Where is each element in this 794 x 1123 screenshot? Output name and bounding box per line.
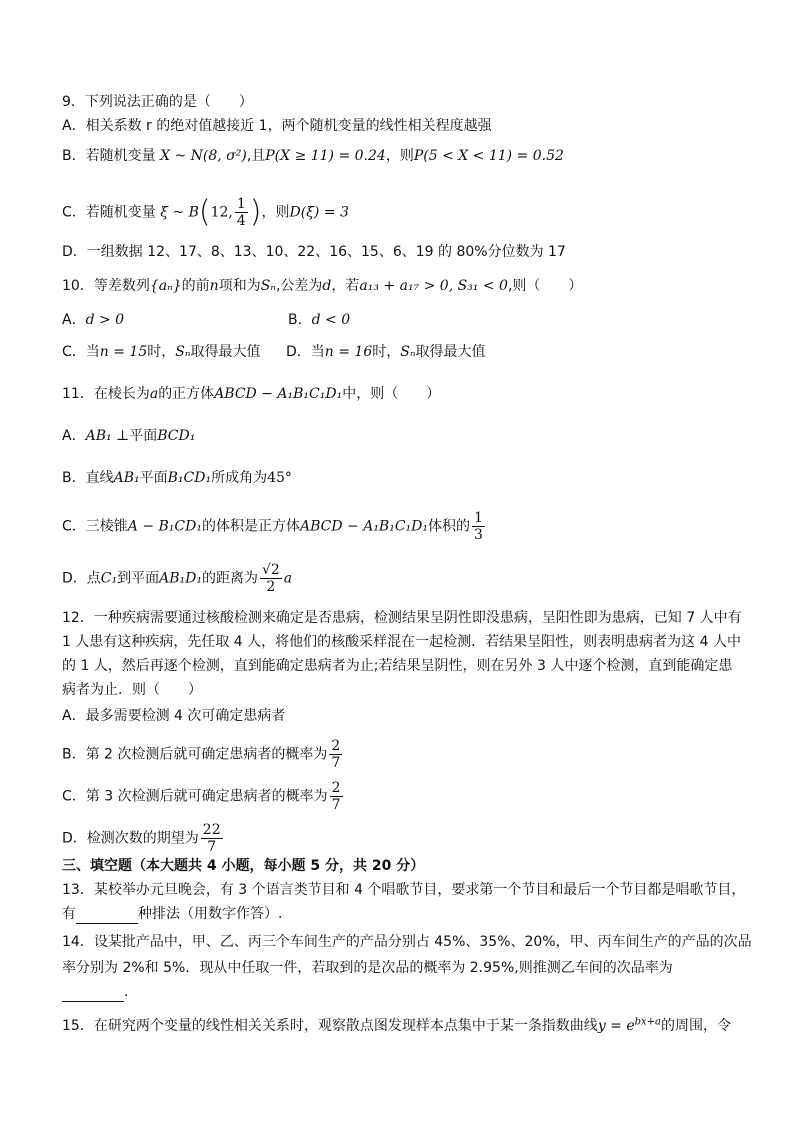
q11-stem-prefix: 11．在棱长为 — [62, 386, 150, 402]
q10-option-c-mid: 时， — [147, 344, 176, 360]
q12-option-c — [62, 780, 754, 813]
q14-answer-blank[interactable] — [62, 987, 124, 1002]
q9-option-a — [62, 116, 754, 136]
q12-option-c-fraction — [330, 780, 343, 813]
q10-options-ab — [62, 310, 754, 330]
q10-n: n — [209, 278, 219, 294]
q9-stem-text: 9．下列说法正确的是（ ） — [62, 94, 253, 110]
q12-option-b — [62, 738, 754, 771]
q9-option-c-paren-right: ) — [249, 194, 262, 230]
q12-line-2-text: 1 人患有这种疾病，先任取 4 人，将他们的核酸采样混在一起检测．若结果呈阳性，则表明患病者为这 4 人中 — [62, 634, 741, 650]
q10-option-d-label: D．当 — [286, 344, 325, 360]
q12-line-2 — [62, 632, 754, 652]
q15-curve: y = e — [597, 1018, 635, 1034]
q11-option-b-angle: 45° — [267, 470, 292, 486]
q14-line-2 — [62, 958, 754, 978]
section-3-heading — [62, 856, 754, 876]
q11-option-d-label: D．点 — [62, 570, 101, 587]
q9-option-c-n: 12, — [210, 204, 233, 221]
q11-option-a-math: AB₁ ⊥ — [85, 428, 130, 444]
q11-option-b — [62, 468, 754, 488]
q12-option-b-num: 2 — [331, 738, 341, 754]
q11-option-d-fraction — [260, 562, 282, 595]
q10-stem-mid: 的前 — [181, 278, 210, 294]
q10-stem-prefix: 10．等差数列 — [62, 278, 150, 294]
q9-option-d-text: D．一组数据 12、17、8、13、10、22、16、15、6、19 的 80%分位数为 17 — [62, 244, 566, 260]
q11-option-c-frac-den: 3 — [474, 527, 483, 543]
q10-options-cd — [62, 342, 754, 362]
q10-option-d-mid: 时， — [372, 344, 401, 360]
q11-option-d-frac-den: 2 — [266, 579, 276, 595]
q10-option-a — [62, 312, 124, 328]
q11-option-d — [62, 562, 754, 595]
q9-option-c-dist: ξ ~ B — [160, 204, 199, 221]
q10-stem-mid4: ，若 — [331, 278, 360, 294]
q10-option-c — [62, 344, 261, 360]
q11-option-d-mid: 到平面 — [117, 570, 160, 587]
q11-stem — [62, 384, 754, 404]
q11-stem-mid: 的正方体 — [158, 386, 215, 402]
q11-edge-a: a — [149, 386, 159, 402]
q15-line-1-prefix: 15．在研究两个变量的线性相关关系时，观察散点图发现样本点集中于某一条指数曲线 — [62, 1018, 598, 1034]
q11-stem-suffix: 中，则（ ） — [342, 386, 441, 402]
q11-option-c-fraction — [472, 510, 485, 543]
q15-line-1 — [62, 1016, 754, 1036]
q10-sequence: {aₙ} — [149, 278, 182, 294]
q9-option-b-dist: X ~ N(8, σ²) — [160, 148, 247, 164]
q10-option-c-label: C．当 — [62, 344, 100, 360]
q11-option-b-line: AB₁ — [113, 470, 140, 486]
q10-stem-suffix: ,则（ ） — [507, 278, 583, 294]
q11-option-b-suffix: 所成角为 — [211, 470, 268, 486]
q9-option-c-fraction — [235, 196, 248, 229]
q9-option-b-mid: ,且 — [246, 148, 266, 164]
q12-option-d-text: D．检测次数的期望为 — [62, 830, 199, 847]
q12-option-d-den: 7 — [207, 839, 217, 855]
q11-option-c-cube: ABCD − A₁B₁C₁D₁ — [299, 518, 428, 535]
q11-option-d-suffix: 的距离为 — [201, 570, 258, 587]
q12-option-b-fraction — [329, 738, 342, 771]
q12-line-4-text: 病者为止．则（ ） — [62, 682, 202, 698]
q12-option-c-text: C．第 3 次检测后就可确定患病者的概率为 — [62, 788, 328, 805]
q12-option-a — [62, 706, 754, 726]
q11-option-d-a: a — [283, 570, 293, 587]
q11-option-a-label: A． — [62, 428, 86, 444]
q9-option-b-claim: P(5 < X < 11) = 0.52 — [413, 148, 564, 164]
q11-option-c — [62, 510, 754, 543]
q11-option-b-mid: 平面 — [139, 470, 168, 486]
q11-option-c-label: C．三棱锥 — [62, 518, 128, 535]
q11-option-a — [62, 426, 754, 446]
q9-option-c-label: C．若随机变量 — [62, 204, 156, 221]
q10-option-d-sum: Sₙ — [400, 344, 416, 360]
q12-option-a-text: A．最多需要检测 4 次可确定患病者 — [62, 708, 286, 724]
q11-option-d-point: C₁ — [100, 570, 118, 587]
q12-option-d-num: 22 — [202, 822, 221, 838]
q13-line-2 — [62, 904, 754, 924]
q13-line-2-prefix: 有 — [62, 906, 76, 922]
q10-stem-mid2: 项和为 — [218, 278, 261, 294]
q10-option-b — [288, 310, 350, 330]
q11-option-c-suffix: 体积的 — [428, 518, 470, 535]
q14-line-3-suffix: . — [124, 984, 129, 1000]
q13-line-1-text: 13．某校举办元旦晚会，有 3 个语言类节目和 4 个唱歌节目，要求第一个节目和最后一个节目都是唱歌节目， — [62, 882, 746, 898]
q11-option-d-plane: AB₁D₁ — [159, 570, 202, 587]
q10-option-b-label: B． — [288, 312, 312, 328]
q14-line-3 — [62, 982, 754, 1002]
q11-option-b-plane: B₁CD₁ — [167, 470, 212, 486]
q9-option-c-variance: D(ξ) = 3 — [289, 204, 349, 221]
section-3-heading-text: 三、填空题（本大题共 4 小题，每小题 5 分，共 20 分） — [62, 858, 425, 874]
q10-option-c-suffix: 取得最大值 — [190, 344, 261, 360]
q10-option-a-math: d > 0 — [85, 312, 125, 328]
q11-option-a-text: 平面 — [129, 428, 158, 444]
q9-option-a-text: A．相关系数 r 的绝对值越接近 1，两个随机变量的线性相关程度越强 — [62, 118, 492, 134]
q11-option-c-pyramid: A − B₁CD₁ — [127, 518, 202, 535]
q9-option-c-frac-den: 4 — [236, 213, 246, 229]
q10-sum: Sₙ — [260, 278, 276, 294]
q11-cube: ABCD − A₁B₁C₁D₁ — [214, 386, 343, 402]
q15-curve-exponent: bx+a — [634, 1016, 662, 1028]
q11-option-c-mid: 的体积是正方体 — [201, 518, 300, 535]
q9-option-c — [62, 196, 754, 229]
q10-option-d-math: n = 16 — [324, 344, 373, 360]
q14-line-1-text: 14．设某批产品中，甲、乙、丙三个车间生产的产品分别占 45%、35%、20%，甲、丙车间生产的产品的次品 — [62, 934, 752, 950]
q13-line-2-suffix: 种排法（用数字作答）. — [138, 906, 283, 922]
q15-line-1-suffix: 的周围，令 — [661, 1018, 732, 1034]
q12-line-3 — [62, 656, 754, 676]
q10-stem-mid3: ,公差为 — [275, 278, 323, 294]
q12-option-d-fraction — [201, 822, 223, 855]
q11-option-b-label: B．直线 — [62, 470, 114, 486]
q9-stem — [62, 92, 754, 112]
q11-option-d-frac-num: √2 — [261, 562, 280, 578]
q12-line-1 — [62, 608, 754, 628]
q10-condition: a₁₃ + a₁₇ > 0, S₃₁ < 0 — [359, 278, 508, 294]
q9-option-b-label: B．若随机变量 — [62, 148, 156, 164]
q10-option-a-label: A． — [62, 312, 86, 328]
q12-line-3-text: 的 1 人，然后再逐个检测，直到能确定患病者为止;若结果呈阴性，则在另外 3 人中逐个检测，直到能确定患 — [62, 658, 733, 674]
q14-line-1 — [62, 932, 754, 952]
q11-option-a-plane: BCD₁ — [157, 428, 196, 444]
q14-line-2-text: 率分别为 2%和 5%．现从中任取一件，若取到的是次品的概率为 2.95%,则推测乙车间的次品率为 — [62, 960, 673, 976]
q9-option-c-mid: ，则 — [261, 204, 290, 221]
q10-option-b-math: d < 0 — [311, 312, 351, 328]
q12-option-d — [62, 822, 754, 855]
q13-answer-blank[interactable] — [76, 909, 138, 924]
q9-option-b-given: P(X ≥ 11) = 0.24 — [265, 148, 386, 164]
q10-option-d — [286, 342, 486, 362]
q9-option-b-mid2: ，则 — [385, 148, 414, 164]
q10-stem — [62, 276, 754, 296]
q10-d: d — [322, 278, 332, 294]
q11-option-c-frac-num: 1 — [474, 510, 483, 526]
q12-line-4 — [62, 680, 754, 700]
q12-option-c-den: 7 — [331, 797, 341, 813]
q9-option-c-paren-left: ( — [198, 194, 211, 230]
q9-option-d — [62, 242, 754, 262]
q12-option-b-den: 7 — [331, 755, 341, 771]
q12-option-b-text: B．第 2 次检测后就可确定患病者的概率为 — [62, 746, 328, 763]
q10-option-d-suffix: 取得最大值 — [415, 344, 486, 360]
q13-line-1 — [62, 880, 754, 900]
q9-option-b — [62, 146, 754, 166]
q9-option-c-frac-num: 1 — [236, 196, 246, 212]
q12-line-1-text: 12．一种疾病需要通过核酸检测来确定是否患病，检测结果呈阴性即没患病，呈阳性即为患病，已知 7 人中有 — [62, 610, 742, 626]
q10-option-c-math: n = 15 — [99, 344, 148, 360]
q12-option-c-num: 2 — [331, 780, 341, 796]
q10-option-c-sum: Sₙ — [175, 344, 191, 360]
